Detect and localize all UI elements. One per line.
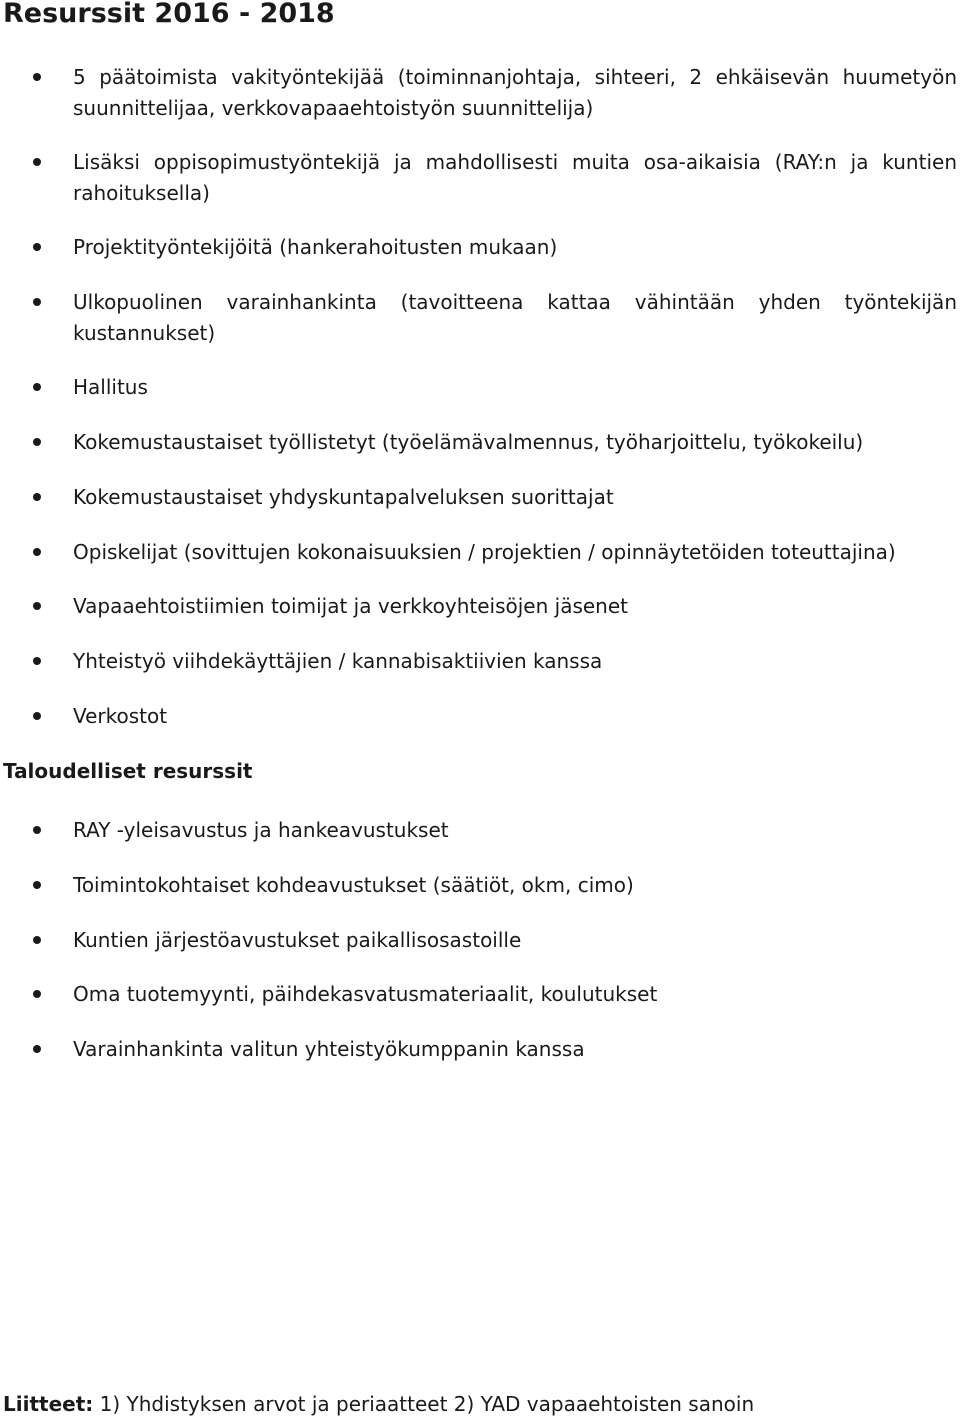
bullet-icon bbox=[33, 657, 41, 665]
bullet-icon bbox=[33, 826, 41, 834]
section-heading: Taloudelliset resurssit bbox=[3, 759, 253, 783]
list-item bbox=[73, 482, 957, 513]
list-item bbox=[73, 232, 957, 263]
list-item-text: Toimintokohtaiset kohdeavustukset (säätiöt, okm, cimo) bbox=[73, 873, 634, 897]
list-item-text: Oma tuotemyynti, päihdekasvatusmateriaalit, koulutukset bbox=[73, 982, 658, 1006]
list-item bbox=[73, 870, 957, 901]
list-item bbox=[73, 591, 957, 622]
list-item-text: Yhteistyö viihdekäyttäjien / kannabisaktiivien kanssa bbox=[73, 649, 603, 673]
bullet-icon bbox=[33, 1045, 41, 1053]
list-item bbox=[73, 427, 957, 458]
list-item bbox=[73, 815, 957, 846]
list-item-text: Kokemustaustaiset työllistetyt (työelämävalmennus, työharjoittelu, työkokeilu) bbox=[73, 430, 864, 454]
list-item-text: Kokemustaustaiset yhdyskuntapalveluksen suorittajat bbox=[73, 485, 614, 509]
attachments-label: Liitteet: bbox=[3, 1392, 94, 1416]
bullet-icon bbox=[33, 602, 41, 610]
list-item bbox=[73, 701, 957, 732]
list-item bbox=[73, 925, 957, 956]
bullet-icon bbox=[33, 548, 41, 556]
list-item-text: Projektityöntekijöitä (hankerahoitusten mukaan) bbox=[73, 235, 558, 259]
list-item bbox=[73, 979, 957, 1010]
list-item-text: Ulkopuolinen varainhankinta (tavoitteena kattaa vähintään yhden työntekijän kustannukset) bbox=[73, 290, 957, 345]
attachments-line bbox=[3, 1389, 754, 1420]
bullet-icon bbox=[33, 73, 41, 81]
list-item bbox=[73, 1034, 957, 1065]
bullet-icon bbox=[33, 383, 41, 391]
bullet-icon bbox=[33, 936, 41, 944]
bullet-icon bbox=[33, 298, 41, 306]
list-item-text: Vapaaehtoistiimien toimijat ja verkkoyhteisöjen jäsenet bbox=[73, 594, 628, 618]
list-item-text: Opiskelijat (sovittujen kokonaisuuksien / projektien / opinnäytetöiden toteuttajina) bbox=[73, 540, 896, 564]
list-item-text: Hallitus bbox=[73, 375, 148, 399]
list-item-text: Verkostot bbox=[73, 704, 168, 728]
list-item-text: 5 päätoimista vakityöntekijää (toiminnanjohtaja, sihteeri, 2 ehkäisevän huumetyön suunnittelijaa, verkkovapaaehtoistyön suunnittelija) bbox=[73, 65, 957, 120]
list-item bbox=[73, 62, 957, 124]
bullet-icon bbox=[33, 243, 41, 251]
bullet-icon bbox=[33, 438, 41, 446]
list-item-text: Kuntien järjestöavustukset paikallisosastoille bbox=[73, 928, 522, 952]
list-item-text: Lisäksi oppisopimustyöntekijä ja mahdollisesti muita osa-aikaisia (RAY:n ja kuntien rahoituksella) bbox=[73, 150, 957, 205]
attachments-text: 1) Yhdistyksen arvot ja periaatteet 2) YAD vapaaehtoisten sanoin bbox=[93, 1392, 755, 1416]
list-item bbox=[73, 287, 957, 349]
list-item-text: Varainhankinta valitun yhteistyökumppanin kanssa bbox=[73, 1037, 585, 1061]
list-item bbox=[73, 537, 957, 568]
bullet-icon bbox=[33, 990, 41, 998]
bullet-icon bbox=[33, 493, 41, 501]
bullet-icon bbox=[33, 158, 41, 166]
list-item bbox=[73, 147, 957, 209]
list-item bbox=[73, 372, 957, 403]
page-title: Resurssit 2016 - 2018 bbox=[3, 0, 335, 29]
bullet-icon bbox=[33, 712, 41, 720]
bullet-icon bbox=[33, 881, 41, 889]
list-item bbox=[73, 646, 957, 677]
list-item-text: RAY -yleisavustus ja hankeavustukset bbox=[73, 818, 449, 842]
